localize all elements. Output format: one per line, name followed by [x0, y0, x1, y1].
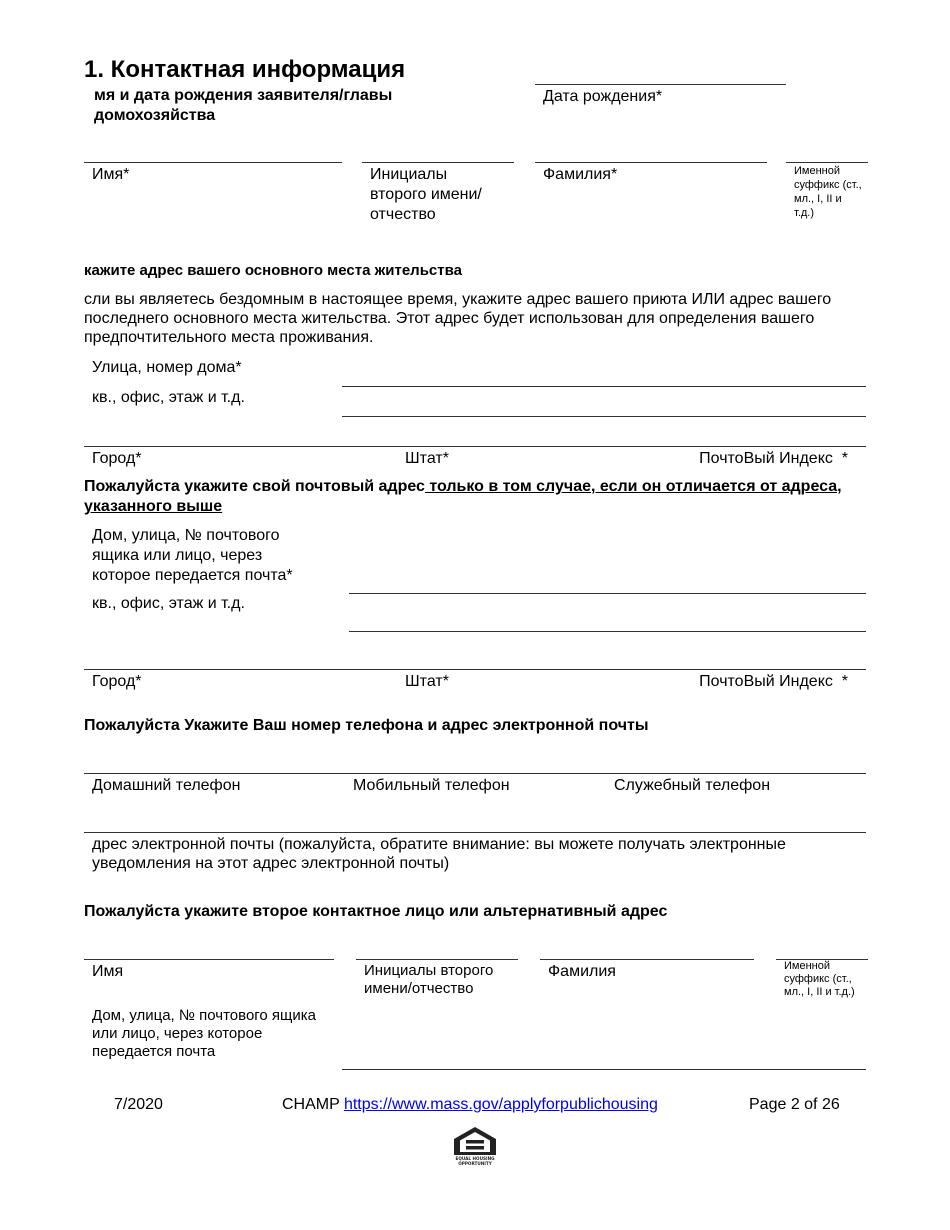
residence-note: сли вы являетесь бездомным в настоящее время, укажите адрес вашего приюта ИЛИ адрес вашего последнего основного места жительства. Этот адрес будет использован для определения вашего предпочтительного места проживания. — [84, 291, 832, 346]
secondary-heading: Пожалуйста укажите второе контактное лицо или альтернативный адрес — [84, 903, 668, 920]
city-state-zip-field[interactable] — [84, 446, 866, 471]
mailing-apt-label: кв., офис, этаж и т.д. — [92, 595, 245, 612]
street-label: Улица, номер дома* — [92, 359, 242, 376]
zip-label: ПочтоВый Индекс * — [699, 450, 848, 467]
secondary-first-name-label: Имя — [92, 963, 124, 980]
residence-heading: кажите адрес вашего основного места жительства — [84, 262, 462, 279]
middle-initial-label: Инициалы второго имени/отчество — [370, 166, 482, 223]
mailing-city-state-zip-field[interactable] — [84, 669, 866, 694]
footer-url-link[interactable]: https://www.mass.gov/applyforpublichousing — [343, 1096, 658, 1113]
secondary-suffix-field[interactable] — [776, 959, 868, 1000]
dob-field[interactable] — [535, 84, 786, 111]
footer-date: 7/2020 — [114, 1096, 163, 1113]
first-name-label: Имя* — [92, 166, 130, 183]
secondary-suffix-label: Именной суффикс (ст., мл., I, II и т.д.) — [784, 960, 855, 998]
footer-page-number: Page 2 of 26 — [749, 1096, 840, 1113]
dob-label: Дата рождения* — [543, 88, 663, 105]
secondary-last-name-field[interactable] — [540, 959, 754, 988]
phone-fields[interactable] — [84, 773, 866, 800]
footer-program-line — [282, 1095, 658, 1115]
mailing-heading — [84, 477, 844, 517]
first-name-field[interactable] — [84, 162, 342, 193]
secondary-first-name-field[interactable] — [84, 959, 334, 988]
city-label: Город* — [92, 450, 142, 467]
equal-housing-icon — [450, 1125, 500, 1167]
page-title: 1. Контактная информация — [84, 56, 406, 83]
svg-text:EQUAL HOUSING: EQUAL HOUSING — [455, 1156, 495, 1161]
mailing-zip-label: ПочтоВый Индекс * — [699, 673, 848, 690]
footer-program: CHAMP — [282, 1096, 340, 1113]
email-field[interactable] — [84, 832, 866, 875]
mailing-state-label: Штат* — [405, 673, 449, 690]
secondary-middle-label: Инициалы второго имени/отчество — [364, 962, 494, 997]
last-name-label: Фамилия* — [543, 166, 618, 183]
secondary-last-name-label: Фамилия — [548, 963, 616, 980]
contact-heading: Пожалуйста Укажите Ваш номер телефона и адрес электронной почты — [84, 717, 649, 734]
home-phone-label: Домашний телефон — [92, 777, 241, 794]
secondary-address-label: Дом, улица, № почтового ящика или лицо, через которое передается почта — [92, 1007, 317, 1060]
mobile-phone-label: Мобильный телефон — [353, 777, 510, 794]
secondary-address-input-line[interactable] — [342, 1069, 866, 1070]
street-input-line[interactable] — [342, 386, 866, 387]
mailing-apt-input-line[interactable] — [349, 631, 866, 632]
mailing-heading-plain: Пожалуйста укажите свой почтовый адрес — [84, 478, 425, 495]
apt-input-line[interactable] — [342, 416, 866, 417]
mailing-city-label: Город* — [92, 673, 142, 690]
secondary-middle-field[interactable] — [356, 959, 518, 1000]
mailing-heading-underlined: только в том случае, если он отличается от адреса, указанного выше — [84, 478, 842, 515]
state-label: Штат* — [405, 450, 449, 467]
section-subtitle: мя и дата рождения заявителя/главы домохозяйства — [94, 87, 393, 124]
suffix-field[interactable] — [786, 162, 868, 223]
mailing-street-label: Дом, улица, № почтового ящика или лицо, через которое передается почта* — [92, 527, 293, 584]
last-name-field[interactable] — [535, 162, 767, 193]
mailing-street-input-line[interactable] — [349, 593, 866, 594]
suffix-label: Именной суффикс (ст., мл., I, II и т.д.) — [794, 165, 862, 219]
equal-housing-logo — [450, 1125, 500, 1167]
apt-label: кв., офис, этаж и т.д. — [92, 389, 245, 406]
email-label: дрес электронной почты (пожалуйста, обратите внимание: вы можете получать электронные уведомления на этот адрес электронной почты) — [92, 836, 786, 872]
work-phone-label: Служебный телефон — [614, 777, 771, 794]
svg-text:OPPORTUNITY: OPPORTUNITY — [458, 1161, 492, 1166]
middle-initial-field[interactable] — [362, 162, 514, 225]
